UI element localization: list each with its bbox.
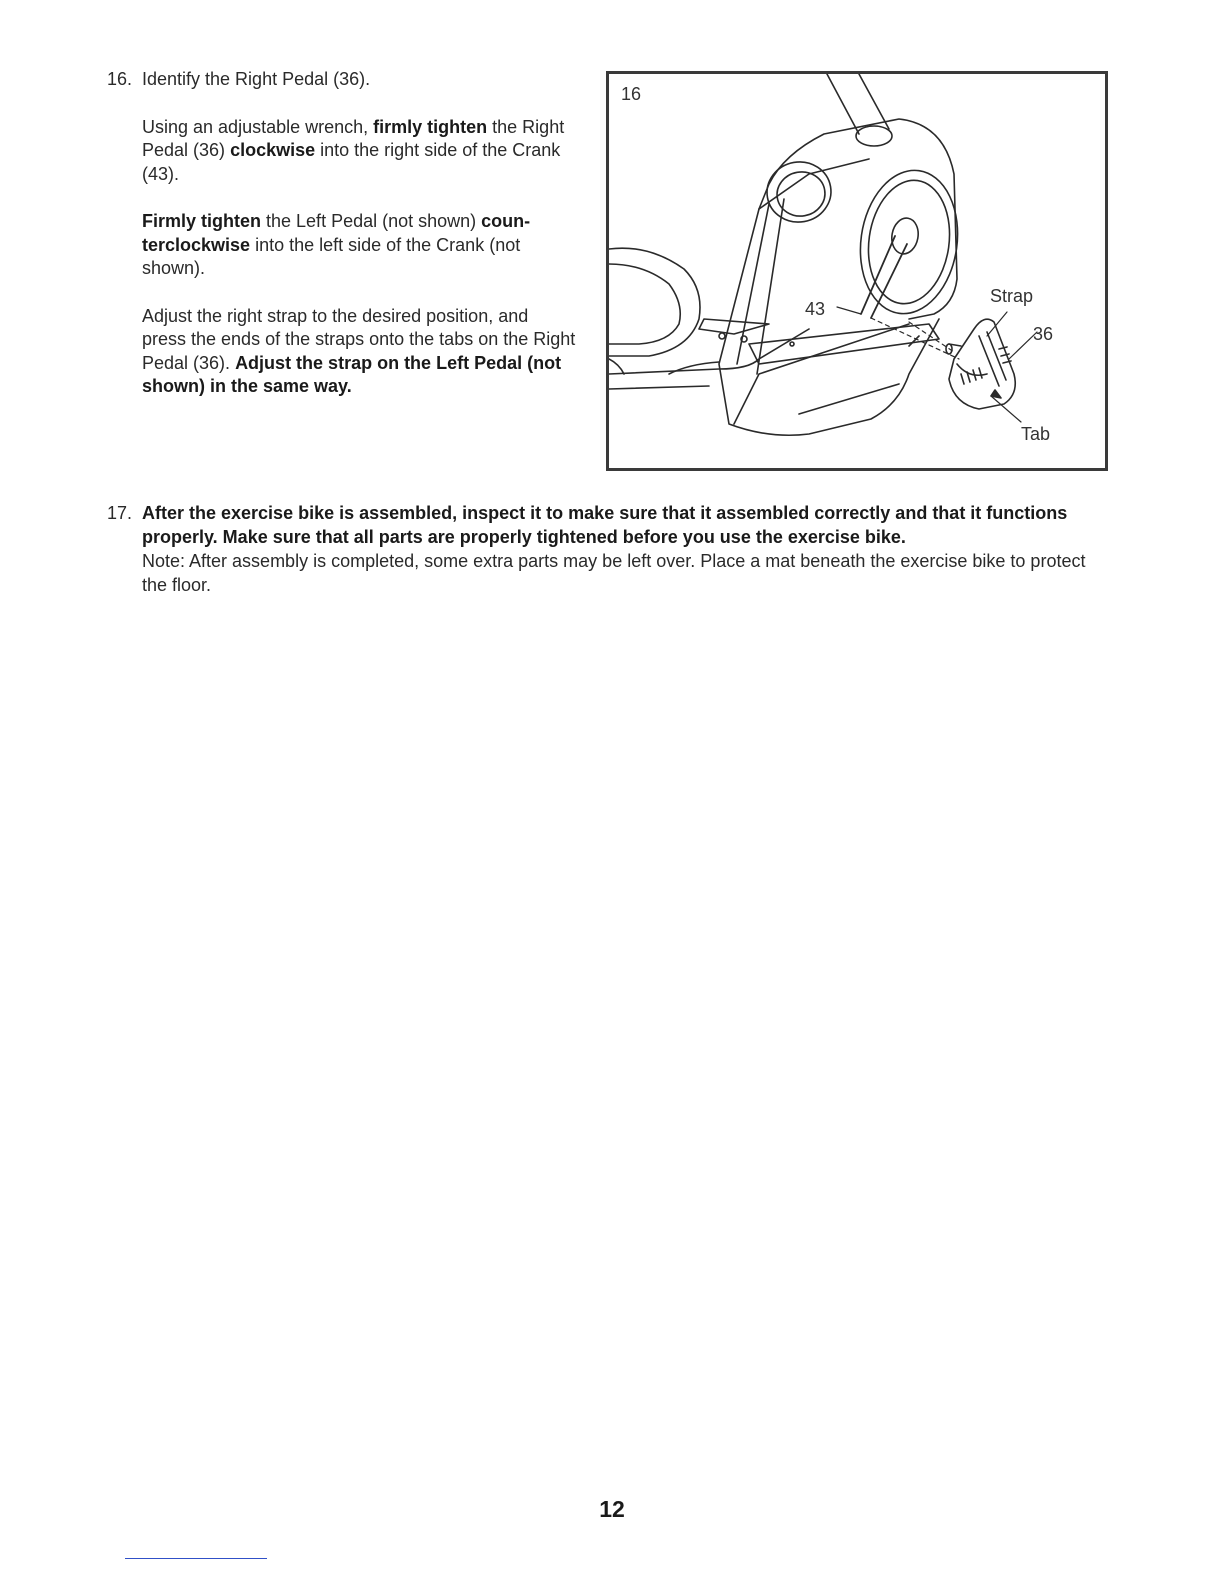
body-text: the Right Pedal (36) (142, 116, 565, 160)
pedal-assembly-illustration (609, 74, 1105, 468)
footer-rule (125, 1558, 267, 1559)
body-text: into the left side of the Crank (not shown). (142, 234, 521, 278)
figure-number: 16 (621, 84, 642, 104)
step-16-number: 16. (107, 69, 133, 89)
step-17-note: Note: After assembly is completed, some extra parts may be left over. Place a mat beneath the exercise bike to protect the floor. (142, 551, 1086, 595)
callout-crank-43: 43 (805, 299, 826, 319)
step-17 (107, 501, 1107, 597)
emphasis-text: coun-terclockwise (142, 211, 531, 255)
callout-strap: Strap (990, 286, 1034, 306)
step-16 (107, 68, 577, 399)
body-text: Using an adjustable wrench, (142, 116, 374, 137)
body-text: Adjust the right strap to the desired position, and press the ends of the straps onto the tabs on the Right Pedal (36). (142, 305, 576, 373)
step-17-instruction: After the exercise bike is assembled, inspect it to make sure that it assembled correctly and that it functions properly. Make sure that all parts are properly tightened before you use the exercise bike. (142, 503, 1068, 547)
figure-16 (606, 71, 1108, 471)
page-number: 12 (599, 1496, 625, 1522)
step-16-paragraph-2 (107, 210, 577, 281)
callout-tab: Tab (1021, 424, 1051, 444)
emphasis-text: Adjust the strap on the Left Pedal (not shown) in the same way. (142, 352, 562, 396)
emphasis-text: firmly tighten (373, 116, 488, 137)
step-16-paragraph-3 (107, 305, 577, 399)
emphasis-text: clockwise (230, 140, 316, 160)
step-17-body (142, 501, 1107, 597)
callout-pedal-36: 36 (1033, 324, 1054, 344)
step-16-paragraph-1 (107, 116, 577, 187)
step-16-heading (107, 68, 577, 92)
step-16-intro: Identify the Right Pedal (36). (142, 69, 371, 89)
body-text: the Left Pedal (not shown) (261, 211, 482, 231)
body-text: into the right side of the Crank (43). (142, 140, 561, 184)
step-17-number: 17. (107, 503, 133, 523)
emphasis-text: Firmly tighten (142, 211, 262, 231)
